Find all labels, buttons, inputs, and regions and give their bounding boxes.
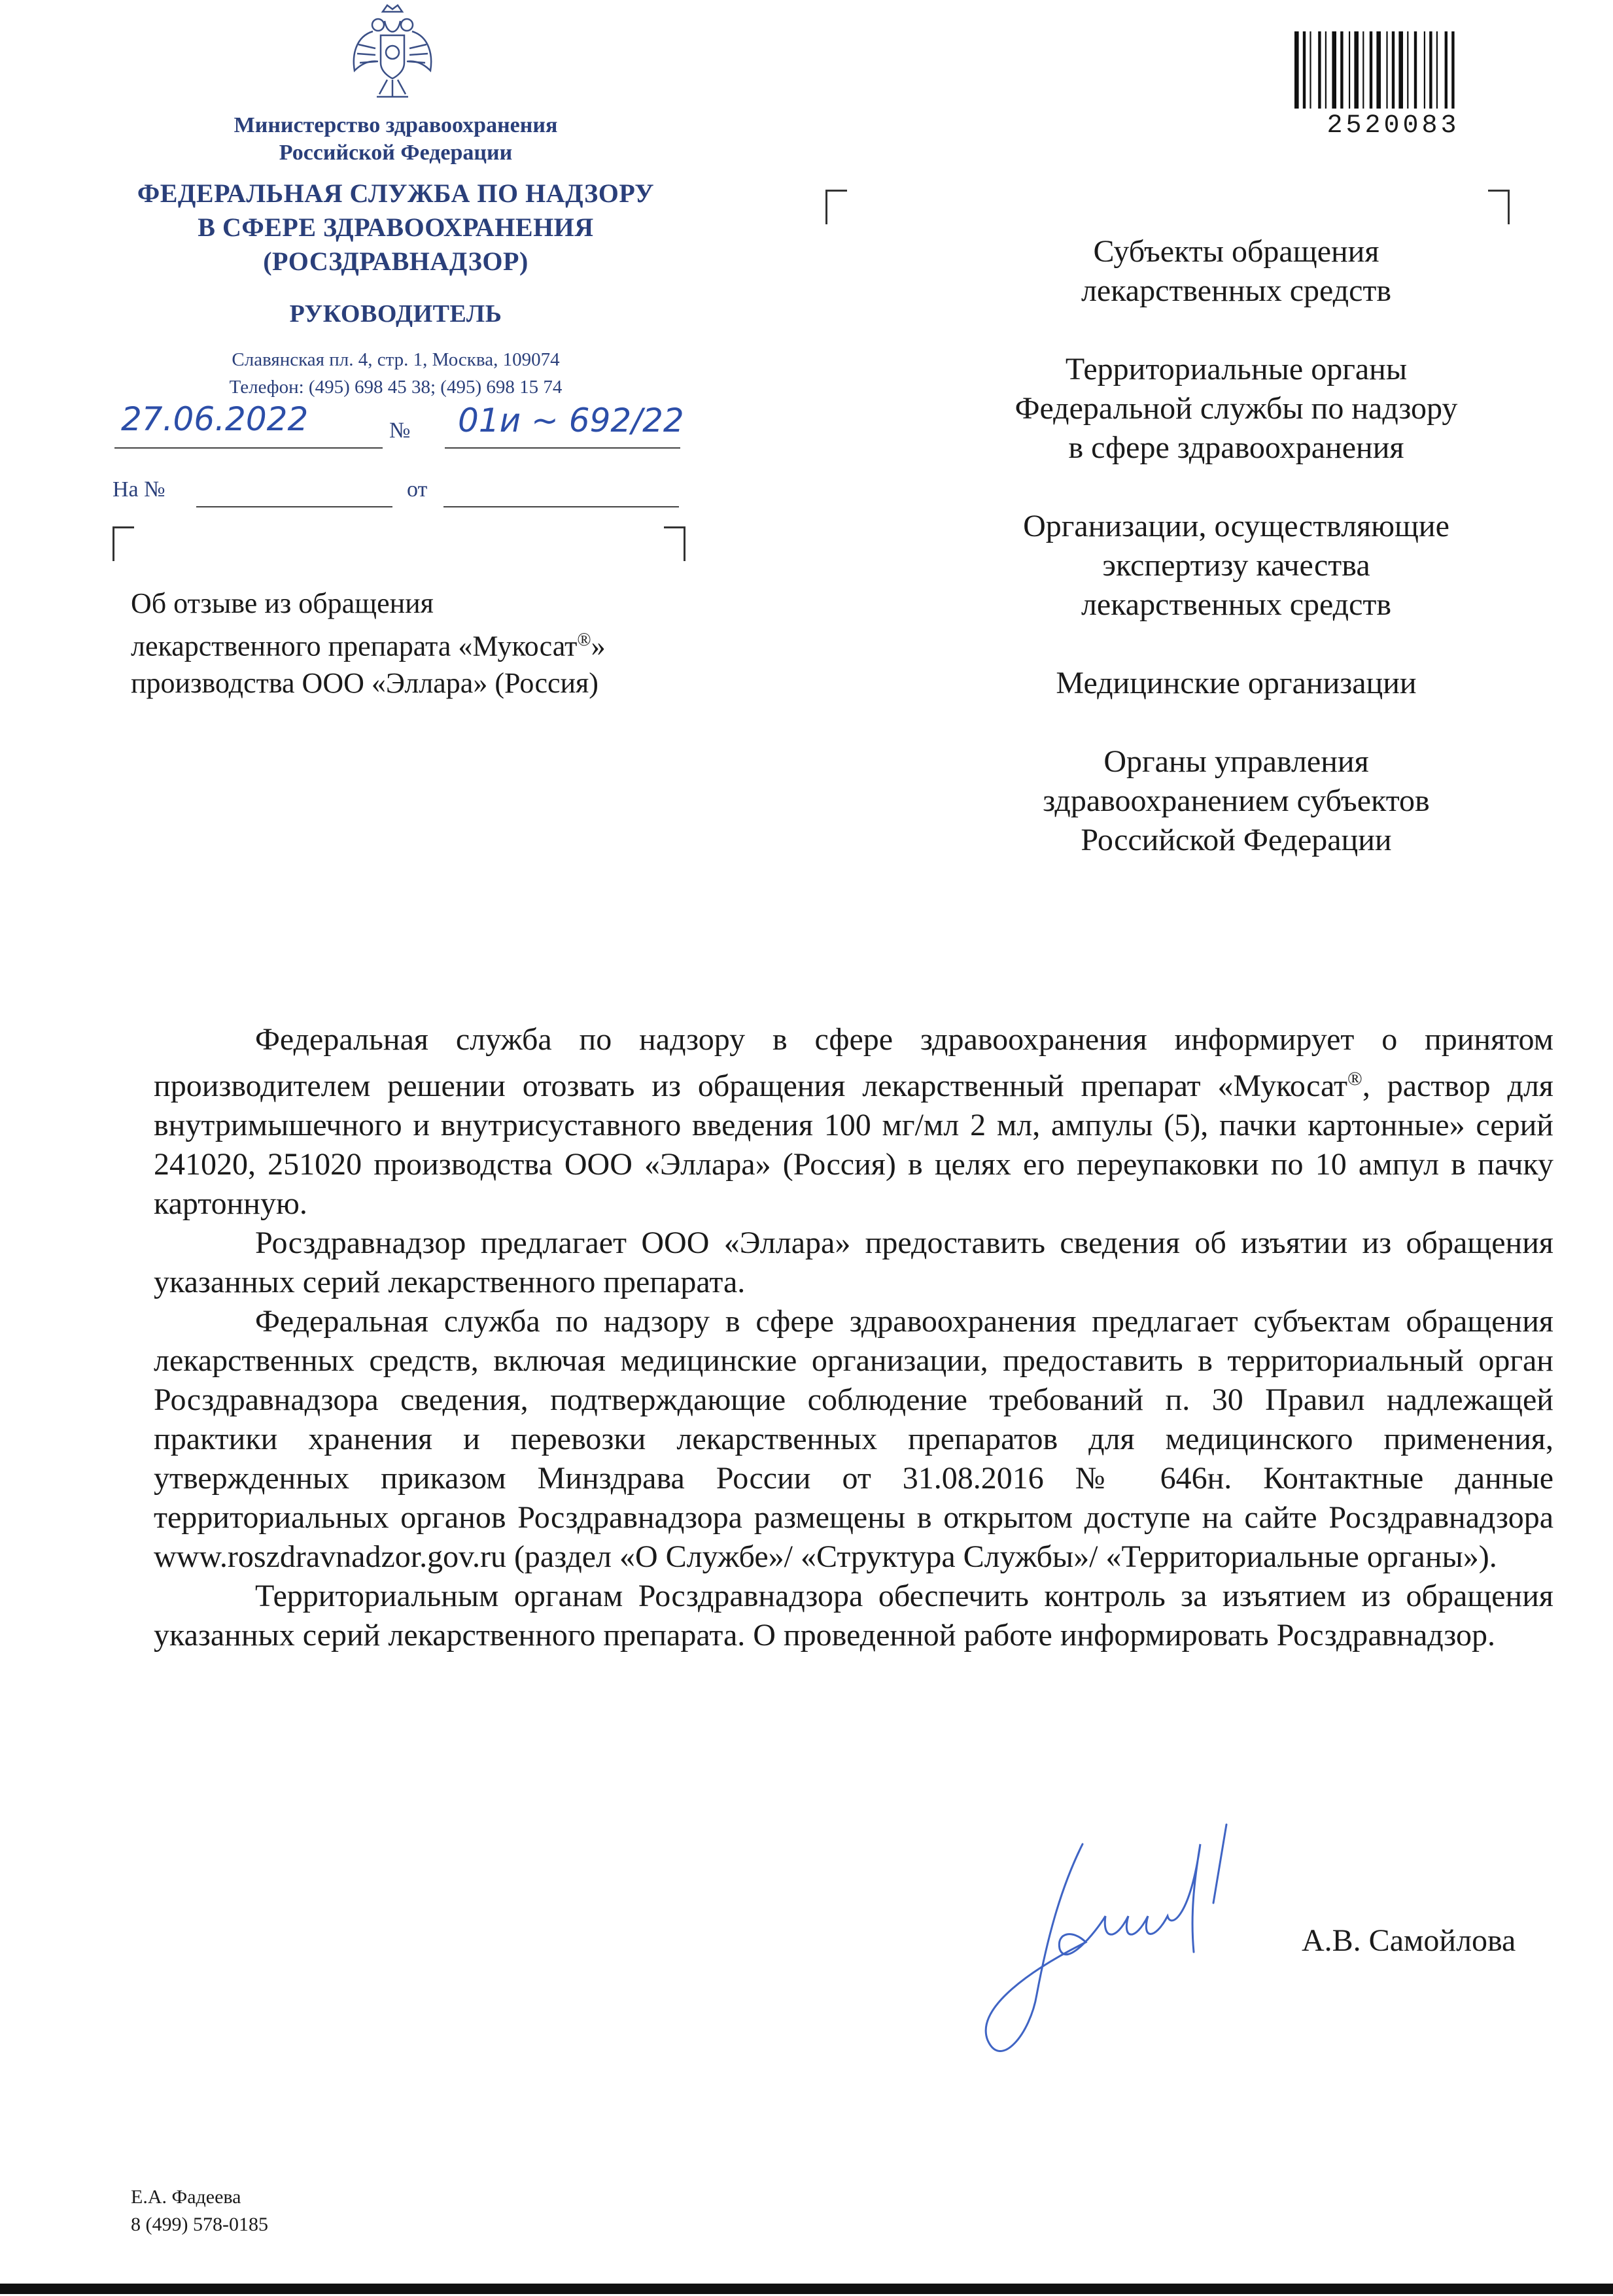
- barcode-bar: [1332, 31, 1336, 109]
- agency-name-line1: ФЕДЕРАЛЬНАЯ СЛУЖБА ПО НАДЗОРУ: [137, 179, 655, 208]
- subject-text: »: [591, 630, 606, 662]
- addressee-line: лекарственных средств: [1081, 587, 1392, 622]
- addressee-line: Субъекты обращения: [1093, 234, 1379, 269]
- date-underline: [114, 447, 383, 449]
- addressee-group: [909, 350, 1563, 468]
- barcode-bar: [1370, 31, 1372, 109]
- addressee-line: в сфере здравоохранения: [1068, 430, 1404, 465]
- addressee-line: Федеральной службы по надзору: [1015, 391, 1458, 426]
- subject-bracket-left: [113, 526, 134, 561]
- reference-number-line: [196, 506, 392, 507]
- reference-number-label: На №: [113, 477, 165, 502]
- registered-mark: ®: [1347, 1068, 1362, 1089]
- letter-body: [154, 1020, 1553, 1655]
- subject-line: [131, 622, 720, 665]
- addressee-bracket-left: [825, 190, 847, 224]
- barcode-bar: [1392, 31, 1395, 109]
- barcode-bar: [1445, 31, 1448, 109]
- executor-phone: 8 (499) 578-0185: [131, 2214, 268, 2235]
- barcode-bar: [1362, 31, 1364, 109]
- subject-text: лекарственного препарата «Мукосат: [131, 630, 578, 662]
- barcode-bar: [1325, 31, 1327, 109]
- registration-date: 27.06.2022: [121, 400, 309, 438]
- addressee-line: Российской Федерации: [1081, 823, 1392, 857]
- reference-from-label: от: [407, 477, 428, 502]
- reference-from-line: [443, 506, 679, 507]
- barcode-icon: [1292, 31, 1495, 123]
- scan-edge-rule: [0, 2284, 1613, 2294]
- barcode-bar: [1386, 31, 1387, 109]
- registered-mark: ®: [577, 630, 591, 650]
- barcode-bar: [1349, 31, 1350, 109]
- paragraph-text: , раствор для внутримышечного и внутрисуставного введения 100 мг/мл 2 мл, ампулы (5), пачки картонные» серий 241020, 251020 производства ООО «Эллара» (Россия) в целях его переупаковки по 10 ампул в пачку картонную.: [154, 1069, 1554, 1221]
- subject-bracket-right: [664, 526, 685, 561]
- state-emblem-icon: [347, 3, 438, 101]
- barcode-number: 2520083: [1327, 111, 1460, 141]
- body-paragraph: Росздравнадзор предлагает ООО «Эллара» предоставить сведения об изъятии из обращения указанных серий лекарственного препарата.: [154, 1225, 1553, 1299]
- addressee-bracket-right: [1488, 190, 1510, 224]
- addressee-line: Медицинские организации: [1056, 666, 1417, 700]
- body-paragraph: Федеральная служба по надзору в сфере здравоохранения предлагает субъектам обращения лекарственных средств, включая медицинские организации, предоставить в территориальный орган Росздравнадзора сведения, подтверждающие соблюдение требований п. 30 Правил надлежащей практики хранения и перевозки лекарственных препаратов для медицинского применения, утвержденных приказом Минздрава России от 31.08.2016 № 646н. Контактные данные территориальных органов Росздравнадзора размещены в открытом доступе на сайте Росздравнадзора www.roszdravnadzor.gov.ru (раздел «О Службе»/ «Структура Службы»/ «Территориальные органы»).: [154, 1304, 1553, 1574]
- body-paragraph: Территориальным органам Росздравнадзора обеспечить контроль за изъятием из обращения указанных серий лекарственного препарата. О проведенной работе информировать Росздравнадзор.: [154, 1579, 1553, 1653]
- addressee-line: Органы управления: [1103, 744, 1369, 779]
- addressee-line: Территориальные органы: [1065, 352, 1408, 386]
- executor-name: Е.А. Фадеева: [131, 2186, 241, 2208]
- number-underline: [445, 447, 680, 449]
- addressee-list: [909, 232, 1563, 899]
- agency-name-line3: (РОСЗДРАВНАДЗОР): [263, 247, 529, 276]
- barcode-bar: [1451, 31, 1454, 109]
- barcode-bar: [1354, 31, 1359, 109]
- addressee-group: [909, 507, 1563, 625]
- addressee-line: экспертизу качества: [1102, 548, 1370, 583]
- addressee-line: лекарственных средств: [1081, 273, 1392, 308]
- subject-line: Об отзыве из обращения: [131, 587, 434, 619]
- barcode-bar: [1407, 31, 1408, 109]
- barcode-bar: [1294, 31, 1299, 109]
- barcode-bar: [1398, 31, 1403, 109]
- subject-line: производства ООО «Эллара» (Россия): [131, 666, 598, 699]
- agency-address: Славянская пл. 4, стр. 1, Москва, 109074: [232, 349, 560, 370]
- barcode-bar: [1429, 31, 1432, 109]
- body-paragraph: [154, 1020, 1553, 1224]
- handwritten-signature: [975, 1818, 1249, 2080]
- barcode-bar: [1414, 31, 1417, 109]
- barcode-bar: [1318, 31, 1321, 109]
- addressee-line: здравоохранением субъектов: [1043, 783, 1430, 818]
- barcode-bar: [1340, 31, 1343, 109]
- ministry-name-line1: Министерство здравоохранения: [234, 113, 558, 137]
- addressee-line: Организации, осуществляющие: [1023, 509, 1449, 543]
- barcode-bar: [1376, 31, 1381, 109]
- number-sign: №: [389, 419, 411, 443]
- agency-name-line2: В СФЕРЕ ЗДРАВООХРАНЕНИЯ: [198, 213, 594, 242]
- position-title: РУКОВОДИТЕЛЬ: [289, 300, 502, 328]
- addressee-group: [909, 742, 1563, 860]
- addressee-group: [909, 232, 1563, 311]
- barcode-bar: [1303, 31, 1306, 109]
- signer-name: А.В. Самойлова: [1302, 1923, 1516, 1958]
- ministry-name-line2: Российской Федерации: [279, 141, 513, 165]
- barcode-bar: [1436, 31, 1438, 109]
- agency-phone: Телефон: (495) 698 45 38; (495) 698 15 74: [229, 377, 563, 398]
- registration-number: 01и ~ 692/22: [458, 402, 684, 439]
- paragraph-text: Федеральная служба по надзору в сфере здравоохранения информирует о принятом производителем решении отозвать из обращения лекарственный препарат «Мукосат: [154, 1022, 1553, 1103]
- barcode-bar: [1424, 31, 1425, 109]
- addressee-group: [909, 664, 1563, 703]
- barcode-bar: [1309, 31, 1311, 109]
- letter-subject: [131, 585, 720, 702]
